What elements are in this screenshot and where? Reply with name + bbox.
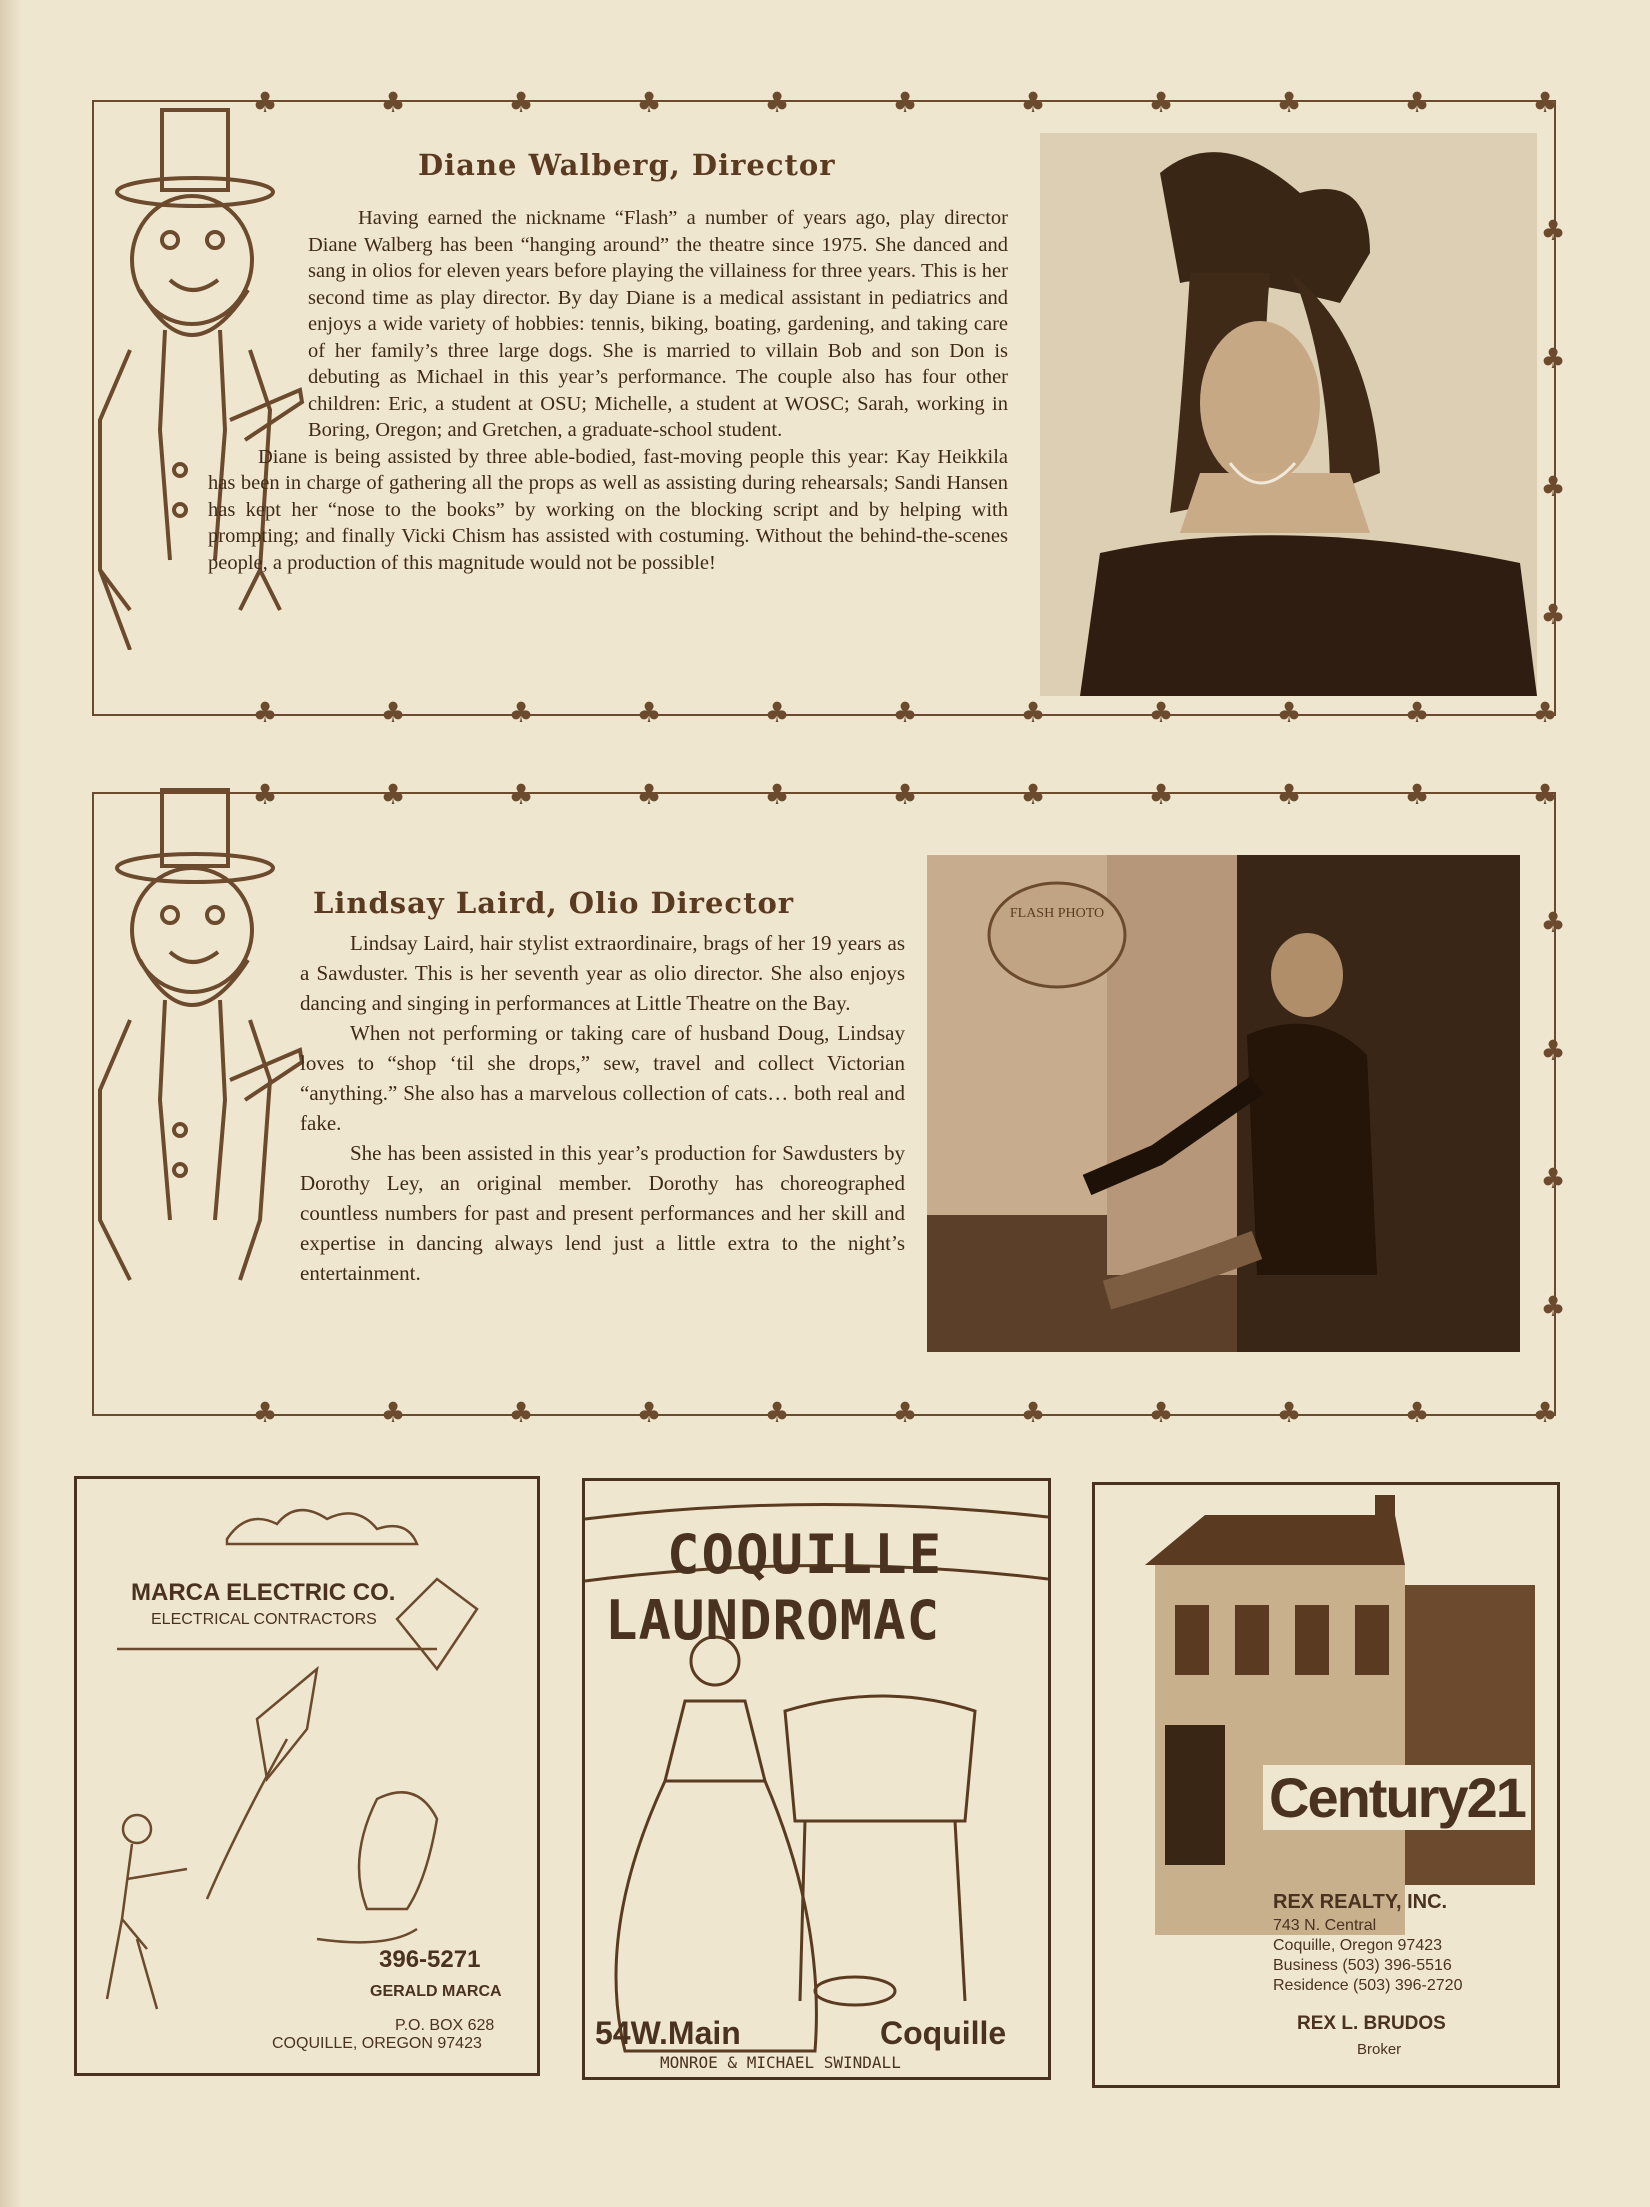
shamrock-icon: ♣ bbox=[252, 86, 278, 119]
century21-residence-phone: Residence (503) 396-2720 bbox=[1273, 1977, 1463, 1994]
shamrock-icon: ♣ bbox=[636, 1396, 662, 1429]
lindsay-bio-paragraph-3: She has been assisted in this year’s production for Sawdusters by Dorothy Ley, an original member. Dorothy has choreographed countless numbers for past and present performances and her skill and expertise in dancing always lend just a little extra to the night’s entertainment. bbox=[300, 1141, 905, 1285]
shamrock-icon: ♣ bbox=[1020, 696, 1046, 729]
shamrock-icon: ♣ bbox=[1020, 86, 1046, 119]
laundromat-line-2: LAUNDROMAC bbox=[605, 1589, 941, 1652]
shamrock-icon: ♣ bbox=[508, 778, 534, 811]
shamrock-icon: ♣ bbox=[1540, 906, 1566, 939]
marca-name: MARCA ELECTRIC CO. bbox=[131, 1579, 396, 1606]
lindsay-photo bbox=[927, 855, 1520, 1352]
diane-bio-paragraph-2: Diane is being assisted by three able-bodied, fast-moving people this year: Kay Heikkila has been in charge of gathering all the props as well as assisting during rehearsals; Sandi Hansen has kept her “nose to the books” by working on the blocking script and by helping with prompting; and finally Vicki Chism has assisted with costuming. Without the behind-the-scenes people, a production of this magnitude would not be possible! bbox=[208, 445, 1008, 574]
century21-address-2: Coquille, Oregon 97423 bbox=[1273, 1937, 1443, 1954]
shamrock-icon: ♣ bbox=[1020, 1396, 1046, 1429]
shamrock-icon: ♣ bbox=[1540, 342, 1566, 375]
shamrock-icon: ♣ bbox=[892, 1396, 918, 1429]
shamrock-icon: ♣ bbox=[1540, 1034, 1566, 1067]
shamrock-icon: ♣ bbox=[1540, 598, 1566, 631]
shamrock-icon: ♣ bbox=[1404, 86, 1430, 119]
shamrock-icon: ♣ bbox=[1404, 1396, 1430, 1429]
shamrock-icon: ♣ bbox=[380, 778, 406, 811]
marca-electric-ad bbox=[74, 1476, 540, 2076]
shamrock-icon: ♣ bbox=[764, 86, 790, 119]
shamrock-icon: ♣ bbox=[1148, 1396, 1174, 1429]
diane-bio-paragraph-1: Having earned the nickname “Flash” a number of years ago, play director Diane Walberg has been “hanging around” the theatre since 1975. She danced and sang in olios for eleven years before playing the villainess for three years. This is her second time as play director. By day Diane is a medical assistant in pediatrics and enjoys a wide variety of hobbies: tennis, biking, boating, gardening, and taking care of her family’s three large dogs. She is married to villain Bob and son Don is debuting as Michael in this year’s performance. The couple also has four other children: Eric, a student at OSU; Michelle, a student at WOSC; Sarah, working in Boring, Oregon; and Gretchen, a graduate-school student. bbox=[308, 207, 1008, 441]
shamrock-icon: ♣ bbox=[1404, 778, 1430, 811]
shamrock-icon: ♣ bbox=[508, 1396, 534, 1429]
century21-logo bbox=[1263, 1765, 1531, 1830]
shamrock-icon: ♣ bbox=[1148, 696, 1174, 729]
shamrock-icon: ♣ bbox=[636, 86, 662, 119]
shamrock-icon: ♣ bbox=[508, 696, 534, 729]
shamrock-icon: ♣ bbox=[1276, 1396, 1302, 1429]
diane-photo bbox=[1040, 133, 1537, 696]
marca-subtitle: ELECTRICAL CONTRACTORS bbox=[151, 1611, 377, 1628]
century21-company: REX REALTY, INC. bbox=[1273, 1891, 1448, 1913]
shamrock-icon: ♣ bbox=[1532, 86, 1558, 119]
shamrock-icon: ♣ bbox=[1276, 778, 1302, 811]
shamrock-icon: ♣ bbox=[252, 1396, 278, 1429]
shamrock-icon: ♣ bbox=[1276, 696, 1302, 729]
century21-broker-title: Broker bbox=[1357, 2041, 1402, 2058]
shamrock-icon: ♣ bbox=[1532, 1396, 1558, 1429]
shamrock-icon: ♣ bbox=[764, 696, 790, 729]
page-edge bbox=[0, 0, 22, 2207]
lindsay-title: Lindsay Laird, Olio Director bbox=[313, 886, 795, 920]
shamrock-icon: ♣ bbox=[1404, 696, 1430, 729]
shamrock-icon: ♣ bbox=[380, 86, 406, 119]
laundromat-address: 54W.Main bbox=[595, 2015, 741, 2051]
shamrock-icon: ♣ bbox=[252, 778, 278, 811]
laundromat-owners: MONROE & MICHAEL SWINDALL bbox=[660, 2053, 901, 2072]
flash-photo-sign: FLASH PHOTO bbox=[1009, 906, 1105, 921]
shamrock-icon: ♣ bbox=[1540, 214, 1566, 247]
diane-title: Diane Walberg, Director bbox=[418, 148, 836, 182]
century21-ad bbox=[1092, 1482, 1560, 2088]
shamrock-icon: ♣ bbox=[252, 696, 278, 729]
lindsay-dancing-photo bbox=[927, 855, 1520, 1352]
century21-logo-word: Century bbox=[1269, 1766, 1467, 1829]
shamrock-icon: ♣ bbox=[1532, 696, 1558, 729]
diane-costume-portrait bbox=[1040, 133, 1537, 696]
shamrock-icon: ♣ bbox=[508, 86, 534, 119]
shamrock-icon: ♣ bbox=[380, 696, 406, 729]
laundromat-city: Coquille bbox=[880, 2015, 1007, 2051]
marca-contact: GERALD MARCA bbox=[370, 1983, 502, 2000]
laundromat-line-1: COQUILLE bbox=[667, 1523, 944, 1586]
shamrock-icon: ♣ bbox=[764, 1396, 790, 1429]
shamrock-icon: ♣ bbox=[1148, 778, 1174, 811]
century21-address-1: 743 N. Central bbox=[1273, 1917, 1377, 1934]
shamrock-icon: ♣ bbox=[892, 778, 918, 811]
shamrock-icon: ♣ bbox=[764, 778, 790, 811]
shamrock-icon: ♣ bbox=[636, 778, 662, 811]
shamrock-icon: ♣ bbox=[1020, 778, 1046, 811]
shamrock-icon: ♣ bbox=[1532, 778, 1558, 811]
laundromat-ad bbox=[582, 1478, 1051, 2080]
lindsay-bio bbox=[300, 928, 905, 1288]
shamrock-icon: ♣ bbox=[636, 696, 662, 729]
shamrock-icon: ♣ bbox=[892, 696, 918, 729]
century21-broker-name: REX L. BRUDOS bbox=[1297, 2013, 1446, 2034]
shamrock-icon: ♣ bbox=[380, 1396, 406, 1429]
century21-business-phone: Business (503) 396-5516 bbox=[1273, 1957, 1452, 1974]
diane-bio bbox=[208, 205, 1008, 576]
marca-address-1: P.O. BOX 628 bbox=[395, 2017, 495, 2034]
leprechaun-illustration-2 bbox=[70, 780, 310, 1300]
shamrock-icon: ♣ bbox=[892, 86, 918, 119]
shamrock-icon: ♣ bbox=[1148, 86, 1174, 119]
century21-logo-number: 21 bbox=[1466, 1766, 1525, 1829]
shamrock-icon: ♣ bbox=[1540, 470, 1566, 503]
shamrock-icon: ♣ bbox=[1276, 86, 1302, 119]
marca-address-2: COQUILLE, OREGON 97423 bbox=[272, 2035, 482, 2052]
shamrock-icon: ♣ bbox=[1540, 1290, 1566, 1323]
shamrock-icon: ♣ bbox=[1540, 1162, 1566, 1195]
lindsay-bio-paragraph-1: Lindsay Laird, hair stylist extraordinaire, brags of her 19 years as a Sawduster. This is her seventh year as olio director. She also enjoys dancing and singing in performances at Little Theatre on the Bay. bbox=[300, 931, 905, 1015]
marca-phone: 396-5271 bbox=[379, 1946, 481, 1973]
lindsay-bio-paragraph-2: When not performing or taking care of husband Doug, Lindsay loves to “shop ‘til she drops,” sew, travel and collect Victorian “anything.” She also has a marvelous collection of cats… both real and fake. bbox=[300, 1021, 905, 1135]
